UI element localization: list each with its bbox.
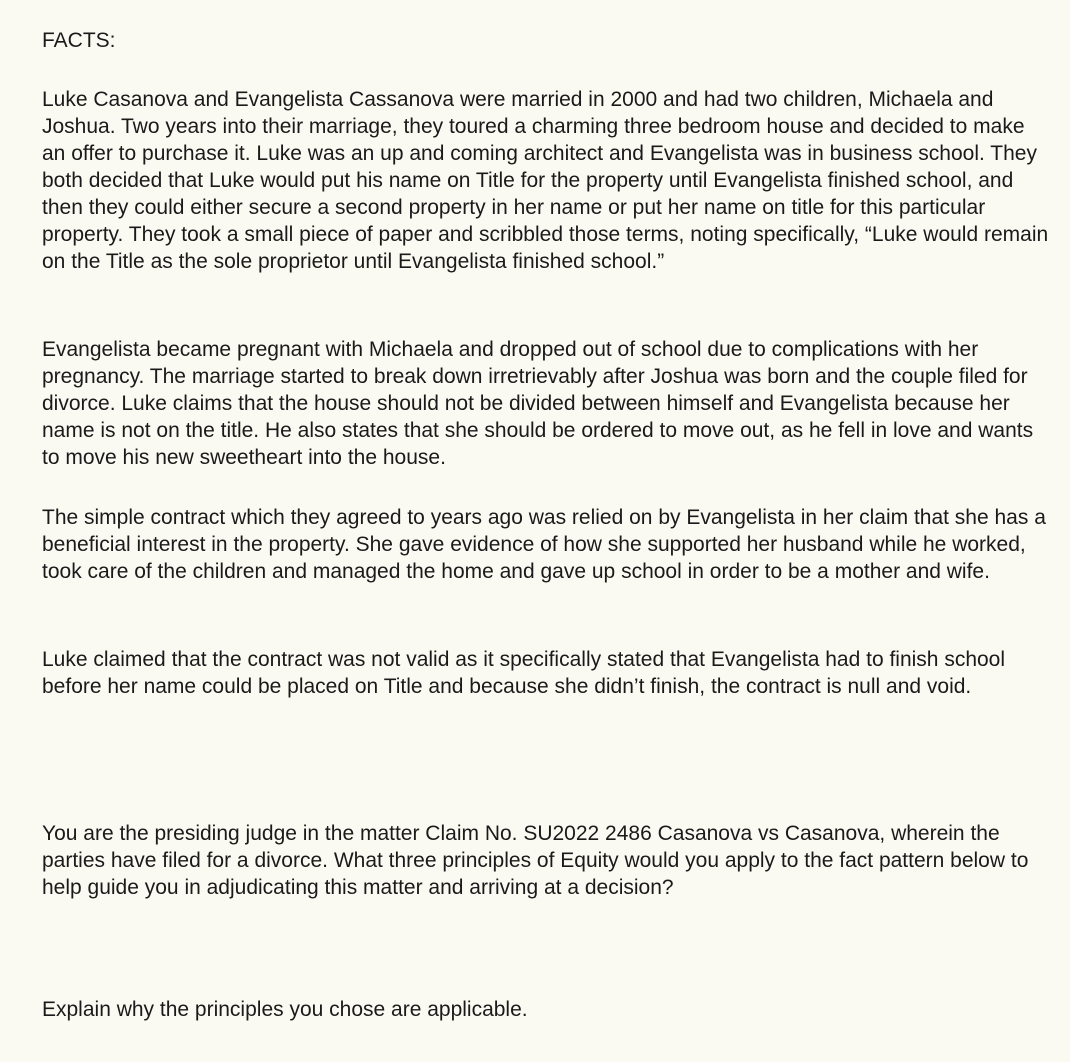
facts-paragraph-3: The simple contract which they agreed to years ago was relied on by Evangelista in her claim that she has a beneficial interest in the property. She gave evidence of how she supported her husband while he worked, took care of the children and managed the home and gave up school in order to be a mother and wife.: [42, 506, 1046, 583]
facts-paragraph-1: Luke Casanova and Evangelista Cassanova were married in 2000 and had two children, Michaela and Joshua. Two years into their marriage, they toured a charming three bedroom house and decided to make an offer to purchase it. Luke was an up and coming architect and Evangelista was in business school. They both decided that Luke would put his name on Title for the property until Evangelista finished school, and then they could either secure a second property in her name or put her name on title for this particular property. They took a small piece of paper and scribbled those terms, noting specifically, “Luke would remain on the Title as the sole proprietor until Evangelista finished school.”: [42, 88, 1049, 273]
instruction-paragraph: Explain why the principles you chose are applicable.: [42, 998, 528, 1021]
facts-paragraph-2: Evangelista became pregnant with Michaela and dropped out of school due to complications with her pregnancy. The marriage started to break down irretrievably after Joshua was born and the couple filed for divorce. Luke claims that the house should not be divided between himself and Evangelista because her name is not on the title. He also states that she should be ordered to move out, as he fell in love and wants to move his new sweetheart into the house.: [42, 338, 1034, 469]
facts-heading: FACTS:: [42, 29, 116, 52]
facts-paragraph-4: Luke claimed that the contract was not valid as it specifically stated that Evangelista had to finish school before her name could be placed on Title and because she didn’t finish, the contract is null and void.: [42, 648, 1006, 698]
question-paragraph: You are the presiding judge in the matter Claim No. SU2022 2486 Casanova vs Casanova, wherein the parties have filed for a divorce. What three principles of Equity would you apply to the fact pattern below to help guide you in adjudicating this matter and arriving at a decision?: [42, 822, 1029, 899]
